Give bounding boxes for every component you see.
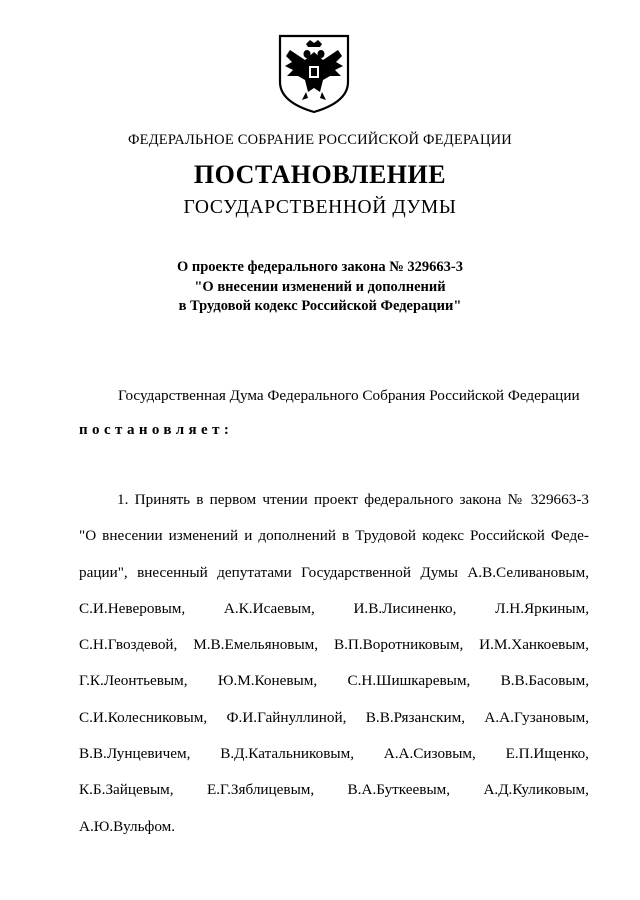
text-segment: В.В.Рязанским,	[365, 708, 466, 726]
text-segment: А.Ю.Вульфом.	[79, 817, 176, 835]
text-segment: А.Д.Куликовым,	[483, 781, 589, 799]
paragraph-line	[79, 780, 589, 816]
text-segment: И.В.Лисиненко,	[353, 599, 457, 617]
text-segment: В.А.Буткеевым,	[347, 781, 451, 799]
state-emblem-icon	[274, 30, 354, 114]
issuing-body-title: ГОСУДАРСТВЕННОЙ ДУМЫ	[183, 197, 457, 218]
paragraph-line	[79, 708, 589, 744]
subject-line: "О внесении изменений и дополнений	[194, 278, 446, 295]
paragraph-1	[79, 490, 589, 853]
text-segment: А.А.Гузановым,	[484, 708, 589, 726]
subject-line: в Трудовой кодекс Российской Федерации"	[178, 298, 462, 314]
text-segment: Е.Г.Зяблицевым,	[206, 781, 315, 799]
text-segment: Л.Н.Яркиным,	[495, 599, 589, 617]
paragraph-line	[79, 671, 589, 707]
text-segment: Ю.М.Коневым,	[217, 672, 318, 690]
paragraph-line	[79, 526, 589, 562]
document-type-title: ПОСТАНОВЛЕНИЕ	[193, 160, 447, 189]
organization-heading: ФЕДЕРАЛЬНОЕ СОБРАНИЕ РОССИЙСКОЙ ФЕДЕРАЦИИ	[128, 132, 512, 148]
text-segment: "О внесении изменений и дополнений в Трудовой кодекс Российской Феде-	[79, 527, 589, 545]
text-segment: Е.П.Ищенко,	[505, 745, 589, 763]
text-segment: А.К.Исаевым,	[223, 599, 315, 617]
text-segment: С.И.Колесниковым,	[79, 708, 208, 726]
text-segment: С.Н.Гвоздевой,	[79, 636, 178, 654]
paragraph-line	[79, 490, 589, 526]
text-segment: В.Д.Катальниковым,	[220, 745, 355, 763]
text-segment: И.М.Ханкоевым,	[479, 636, 589, 654]
text-segment: В.В.Лунцевичем,	[79, 745, 191, 763]
document-subject	[0, 258, 640, 317]
text-segment: В.П.Воротниковым,	[333, 636, 464, 654]
text-segment: Ф.И.Гайнуллиной,	[226, 708, 347, 726]
paragraph-line	[79, 744, 589, 780]
paragraph-line	[79, 817, 589, 853]
paragraph-line	[79, 599, 589, 635]
text-segment: А.А.Сизовым,	[383, 745, 476, 763]
text-segment: К.Б.Зайцевым,	[79, 781, 174, 799]
text-segment: В.В.Басовым,	[500, 672, 589, 690]
text-segment: С.И.Неверовым,	[79, 599, 186, 617]
text-segment: С.Н.Шишкаревым,	[347, 672, 471, 690]
text-segment: 1. Принять в первом чтении проект федерального закона № 329663-3	[117, 491, 589, 508]
text-segment: М.В.Емельяновым,	[193, 636, 319, 654]
intro-text: Государственная Дума Федерального Собрания Российской Федерации	[118, 387, 580, 404]
paragraph-line	[79, 563, 589, 599]
paragraph-line	[79, 635, 589, 671]
subject-line: О проекте федерального закона № 329663-3	[176, 259, 464, 275]
decree-word: постановляет:	[79, 422, 234, 438]
text-segment: Г.К.Леонтьевым,	[79, 672, 188, 690]
text-segment: рации", внесенный депутатами Государственной Думы А.В.Селивановым,	[79, 563, 589, 581]
